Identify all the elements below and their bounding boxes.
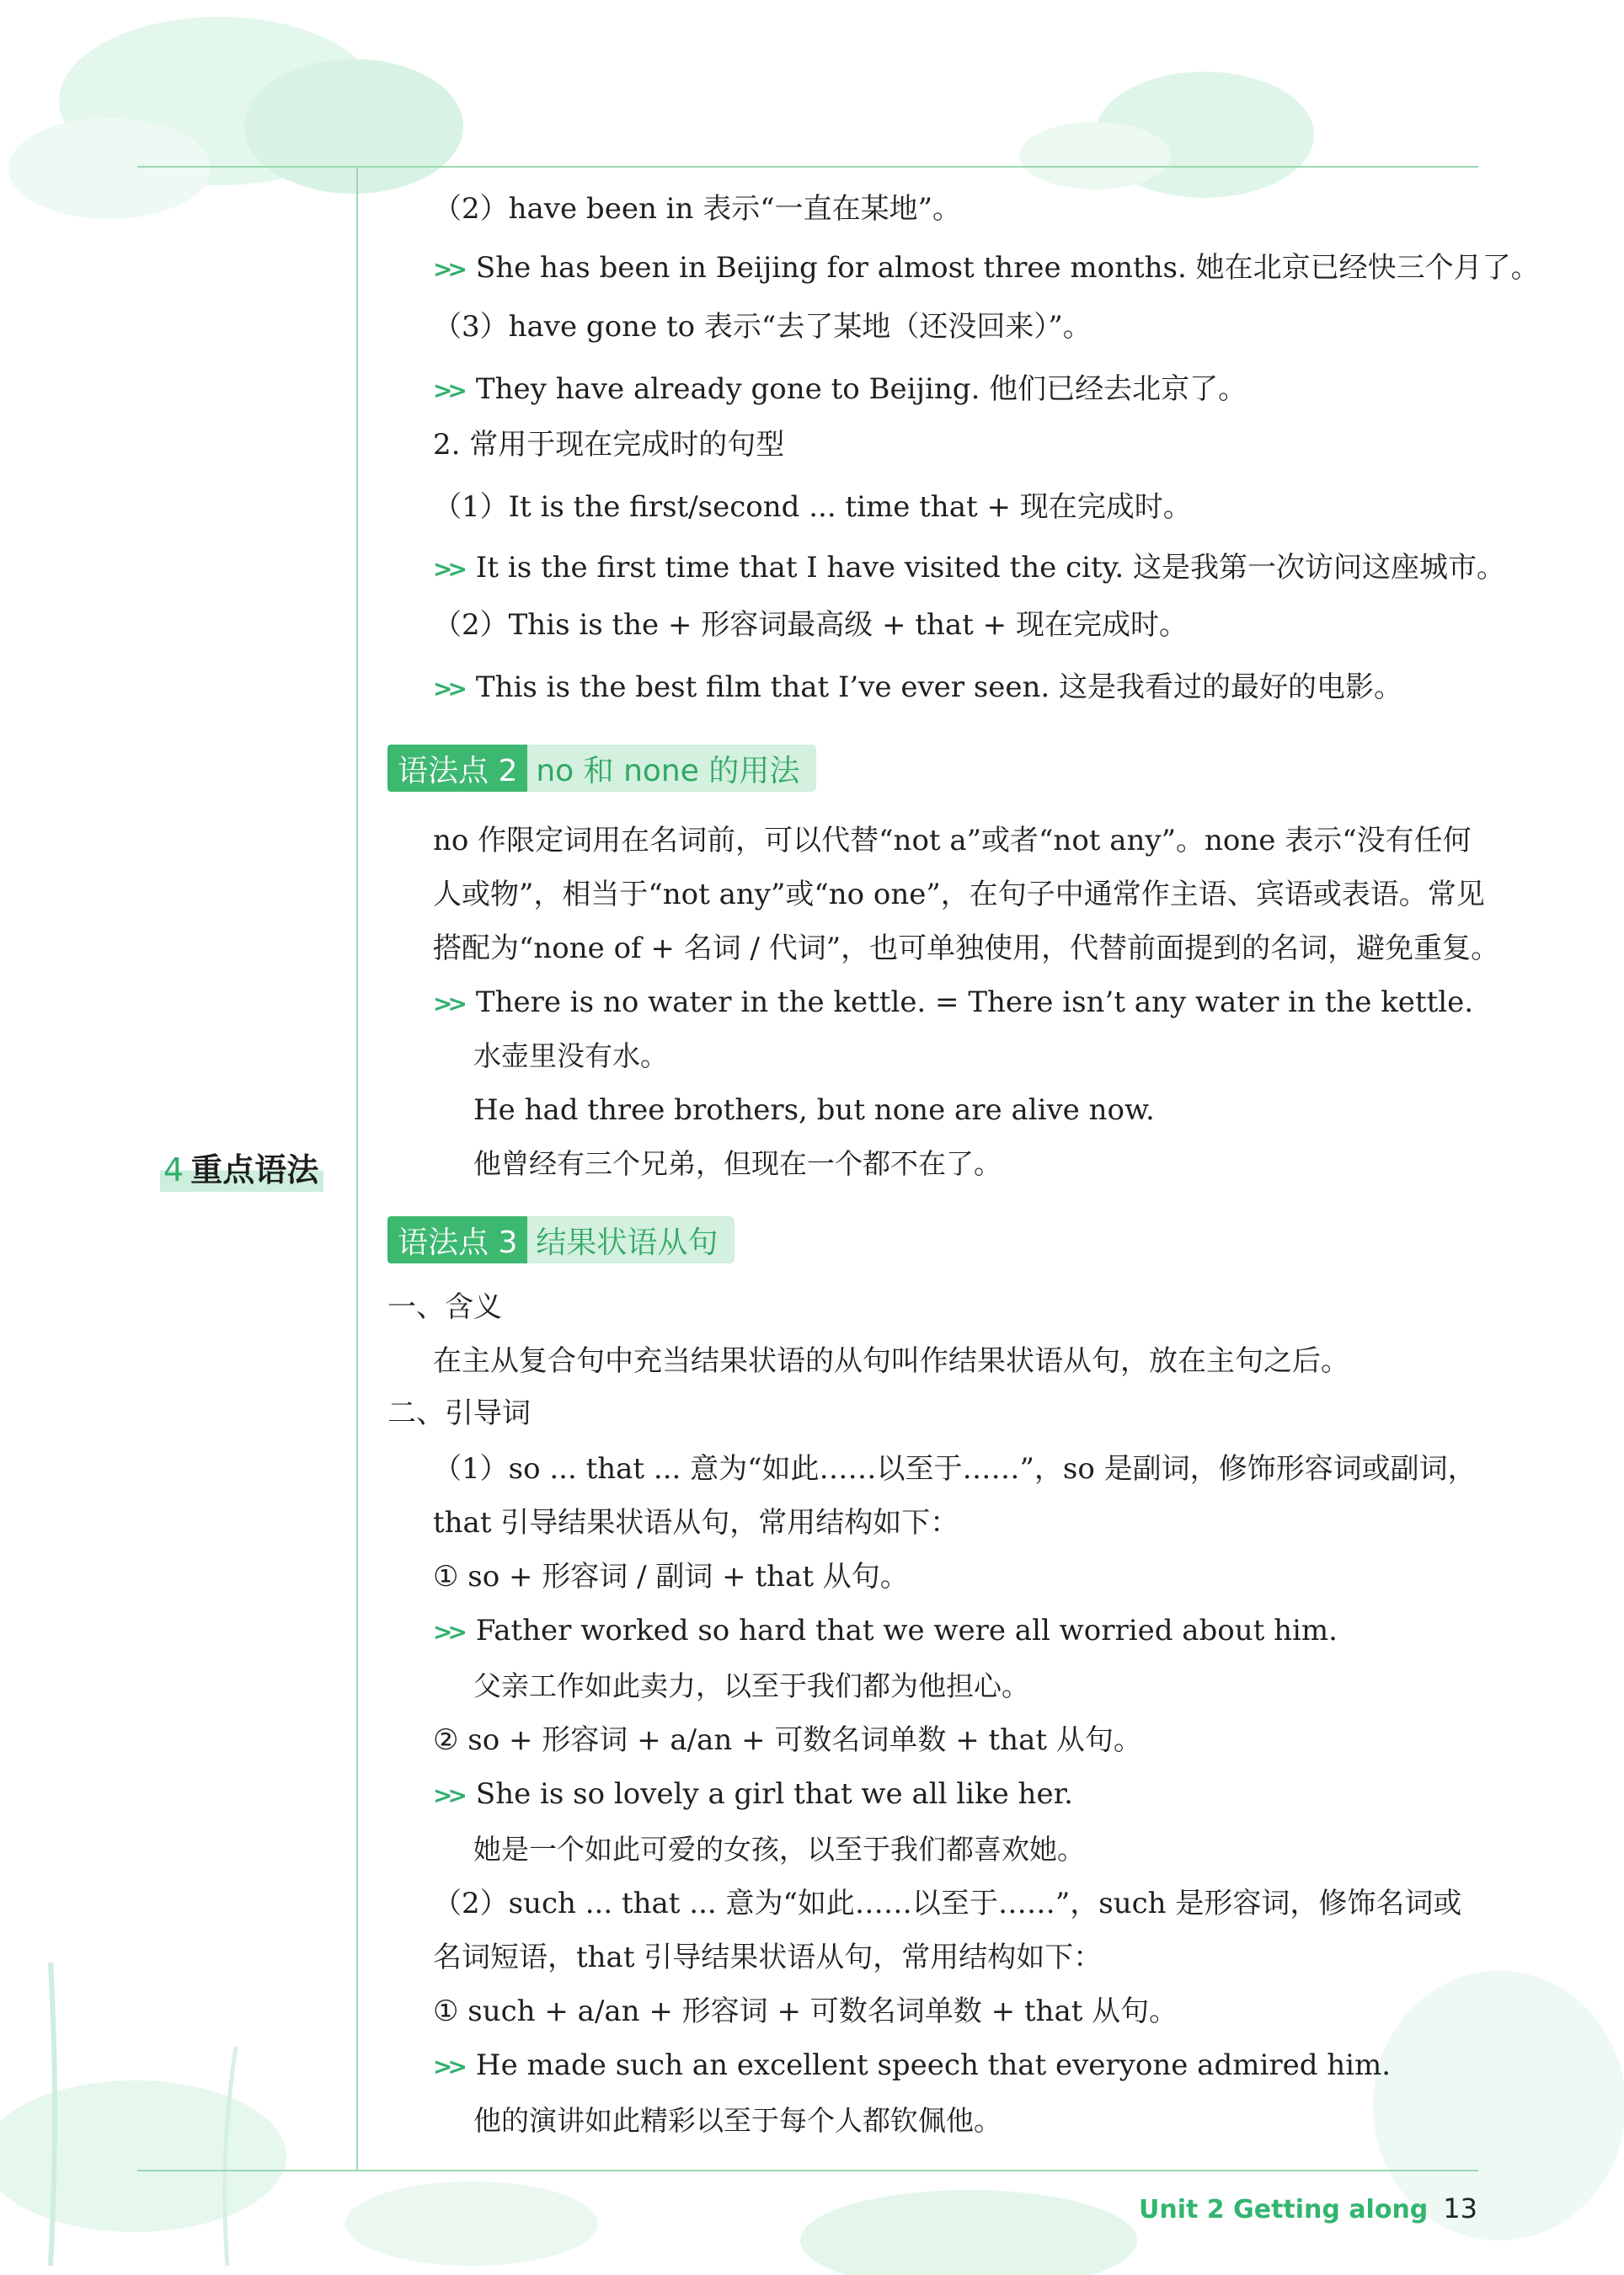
paragraph-line: 名词短语，that 引导结果状语从句，常用结构如下： [433,1941,1103,1974]
example-translation: 他的演讲如此精彩以至于每个人都钦佩他。 [473,2104,1002,2137]
paragraph-line: 人或物”，相当于“not any”或“no one”，在句子中通常作主语、宾语或表语。常见 [433,878,1485,911]
example-line: >> They have already gone to Beijing. 他们已经去北京了。 [433,372,1247,406]
paragraph-line: that 引导结果状语从句，常用结构如下： [433,1506,959,1540]
example-translation: 父亲工作如此卖力，以至于我们都为他担心。 [473,1669,1029,1702]
example-arrow-icon: >> [433,990,462,1017]
side-section-label: 重点语法 [190,1151,319,1188]
example-line: >> There is no water in the kettle. = There isn’t any water in the kettle. [433,985,1474,1019]
sub-heading: 一、含义 [387,1290,502,1324]
paragraph-line: no 作限定词用在名词前，可以代替“not a”或者“not any”。none 表示“没有任何 [433,824,1472,857]
side-section-heading [160,1144,323,1192]
frame-bottom-line [137,2170,1478,2171]
example-arrow-icon: >> [433,675,462,702]
pattern-line: ① so + 形容词 / 副词 + that 从句。 [433,1560,909,1594]
paragraph-line: （2）such ... that ... 意为“如此……以至于……”，such 是形容词，修饰名词或 [433,1887,1462,1920]
grammar-point-tag: 语法点 3 [387,1216,527,1263]
example-translation: 她是一个如此可爱的女孩，以至于我们都喜欢她。 [473,1833,1085,1866]
grammar-point-title: no 和 none 的用法 [527,745,816,792]
paragraph-line: 在主从复合句中充当结果状语的从句叫作结果状语从句，放在主句之后。 [433,1344,1349,1378]
sub-heading: 二、引导词 [387,1397,531,1430]
example-arrow-icon: >> [433,1781,462,1809]
example-arrow-icon: >> [433,1618,462,1646]
example-line: >> She is so lovely a girl that we all like her. [433,1777,1073,1811]
page-number: 13 [1443,2192,1478,2224]
pattern-line: ① such + a/an + 形容词 + 可数名词单数 + that 从句。 [433,1995,1178,2028]
text-line: （1）It is the first/second ... time that + 现在完成时。 [433,490,1192,524]
footer-unit-title: Unit 2 Getting along [1139,2195,1429,2224]
text-line: （2）have been in 表示“一直在某地”。 [433,192,961,226]
example-translation: 水壶里没有水。 [473,1039,668,1072]
text-line: （3）have gone to 表示“去了某地（还没回来）”。 [433,310,1092,344]
example-line: >> He made such an excellent speech that everyone admired him. [433,2048,1392,2082]
example-line: >> Father worked so hard that we were all worried about him. [433,1614,1338,1648]
frame-vertical-line [356,166,358,2171]
example-line: >> This is the best film that I’ve ever seen. 这是我看过的最好的电影。 [433,670,1403,704]
frame-top-line [137,166,1478,168]
paragraph-line: 搭配为“none of + 名词 / 代词”，也可单独使用，代替前面提到的名词，避免重复。 [433,932,1500,965]
text-line: 2. 常用于现在完成时的句型 [433,428,785,462]
example-translation: 他曾经有三个兄弟，但现在一个都不在了。 [473,1147,1002,1180]
example-arrow-icon: >> [433,2053,462,2080]
page-footer [1139,2192,1477,2224]
grammar-point-title: 结果状语从句 [527,1216,735,1263]
example-line: >> It is the first time that I have visited the city. 这是我第一次访问这座城市。 [433,551,1505,585]
text-line: （2）This is the + 形容词最高级 + that + 现在完成时。 [433,608,1188,642]
side-section-number: 4 [163,1151,184,1188]
example-arrow-icon: >> [433,555,462,583]
example-line: He had three brothers, but none are alive now. [473,1093,1155,1127]
grammar-point-3-badge [387,1216,735,1263]
example-line: >> She has been in Beijing for almost three months. 她在北京已经快三个月了。 [433,251,1540,285]
paragraph-line: （1）so ... that ... 意为“如此……以至于……”，so 是副词，修饰形容词或副词， [433,1452,1477,1486]
example-arrow-icon: >> [433,376,462,404]
pattern-line: ② so + 形容词 + a/an + 可数名词单数 + that 从句。 [433,1723,1142,1757]
example-arrow-icon: >> [433,255,462,283]
grammar-point-2-badge [387,745,816,792]
grammar-point-tag: 语法点 2 [387,745,527,792]
